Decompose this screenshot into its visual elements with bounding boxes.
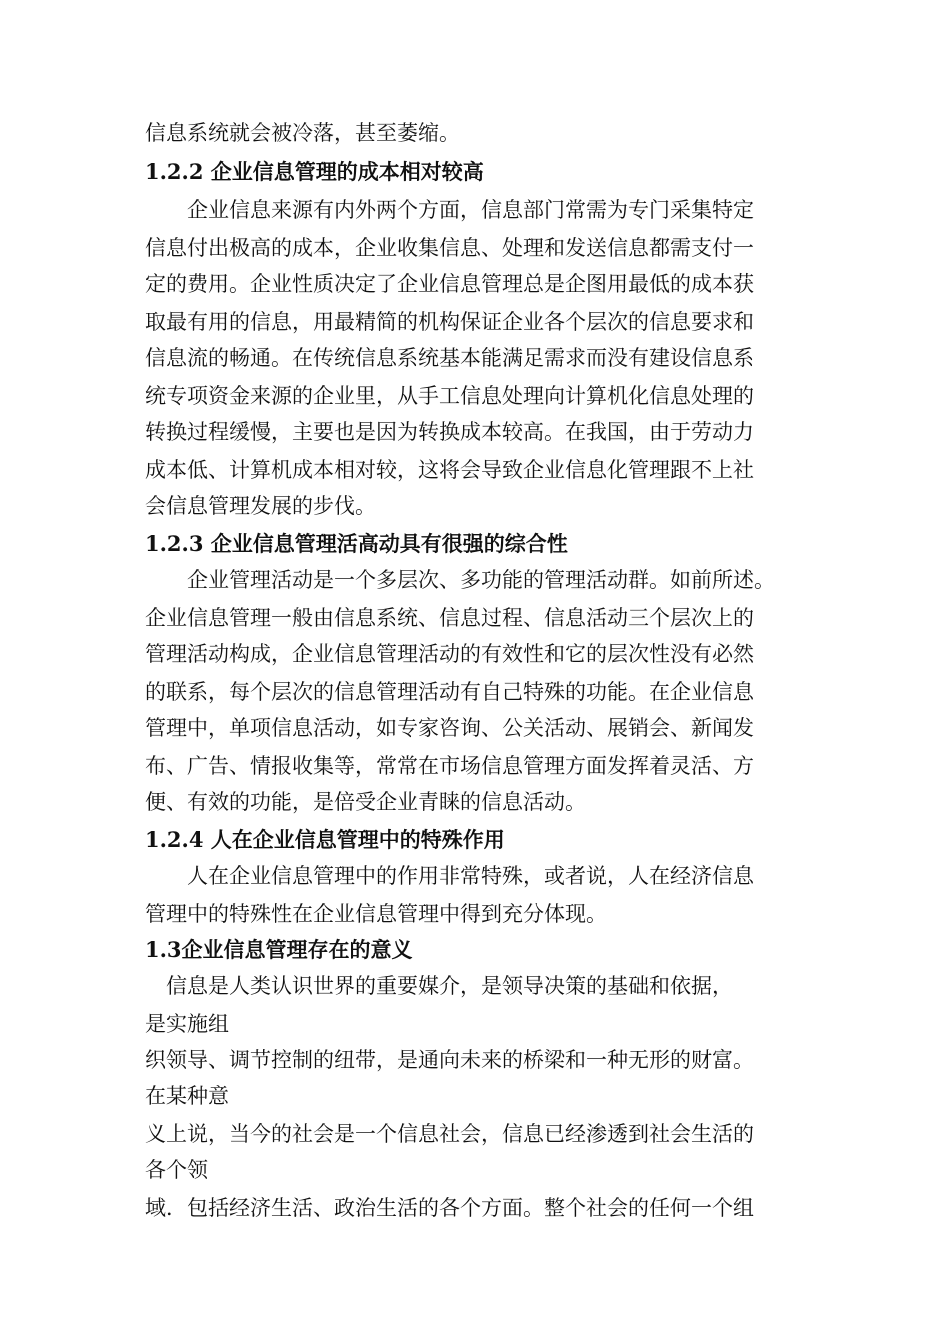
- body-line: 企业信息来源有内外两个方面，信息部门常需为专门采集特定: [145, 198, 754, 222]
- body-line: 企业管理活动是一个多层次、多功能的管理活动群。如前所述。: [145, 568, 775, 592]
- body-line: 管理活动构成，企业信息管理活动的有效性和它的层次性没有必然: [145, 642, 754, 666]
- body-line: 会信息管理发展的步伐。: [145, 494, 376, 518]
- section-heading: 1.2.4 人在企业信息管理中的特殊作用: [145, 827, 505, 852]
- body-line: 人在企业信息管理中的作用非常特殊，或者说，人在经济信息: [145, 864, 754, 888]
- body-line: 在某种意: [145, 1084, 229, 1108]
- body-line: 织领导、调节控制的纽带，是通向未来的桥梁和一种无形的财富。: [145, 1048, 754, 1072]
- body-line: 布、广告、情报收集等，常常在市场信息管理方面发挥着灵活、方: [145, 754, 754, 778]
- body-line: 信息流的畅通。在传统信息系统基本能满足需求而没有建设信息系: [145, 346, 754, 370]
- body-line: 定的费用。企业性质决定了企业信息管理总是企图用最低的成本获: [145, 272, 754, 296]
- body-line: 管理中，单项信息活动，如专家咨询、公关活动、展销会、新闻发: [145, 716, 754, 740]
- body-line: 信息付出极高的成本，企业收集信息、处理和发送信息都需支付一: [145, 236, 754, 260]
- body-line: 统专项资金来源的企业里，从手工信息处理向计算机化信息处理的: [145, 384, 754, 408]
- body-line: 信息系统就会被冷落，甚至萎缩。: [145, 121, 460, 145]
- body-line: 转换过程缓慢，主要也是因为转换成本较高。在我国，由于劳动力: [145, 420, 754, 444]
- section-heading: 1.3企业信息管理存在的意义: [145, 937, 413, 962]
- body-line: 义上说，当今的社会是一个信息社会，信息已经渗透到社会生活的: [145, 1122, 754, 1146]
- body-line: 是实施组: [145, 1012, 229, 1036]
- section-heading: 1.2.2 企业信息管理的成本相对较高: [145, 159, 484, 184]
- body-line: 企业信息管理一般由信息系统、信息过程、信息活动三个层次上的: [145, 606, 754, 630]
- body-line: 管理中的特殊性在企业信息管理中得到充分体现。: [145, 902, 607, 926]
- body-line: 取最有用的信息，用最精简的机构保证企业各个层次的信息要求和: [145, 310, 754, 334]
- body-line: 成本低、计算机成本相对较，这将会导致企业信息化管理跟不上社: [145, 458, 754, 482]
- body-line: 各个领: [145, 1158, 208, 1182]
- body-line: 便、有效的功能，是倍受企业青睐的信息活动。: [145, 790, 586, 814]
- body-line: 的联系，每个层次的信息管理活动有自己特殊的功能。在企业信息: [145, 680, 754, 704]
- section-heading: 1.2.3 企业信息管理活高动具有很强的综合性: [145, 531, 568, 556]
- body-line: 信息是人类认识世界的重要媒介，是领导决策的基础和依据，: [145, 974, 733, 998]
- body-line: 域．包括经济生活、政治生活的各个方面。整个社会的任何一个组: [145, 1196, 754, 1220]
